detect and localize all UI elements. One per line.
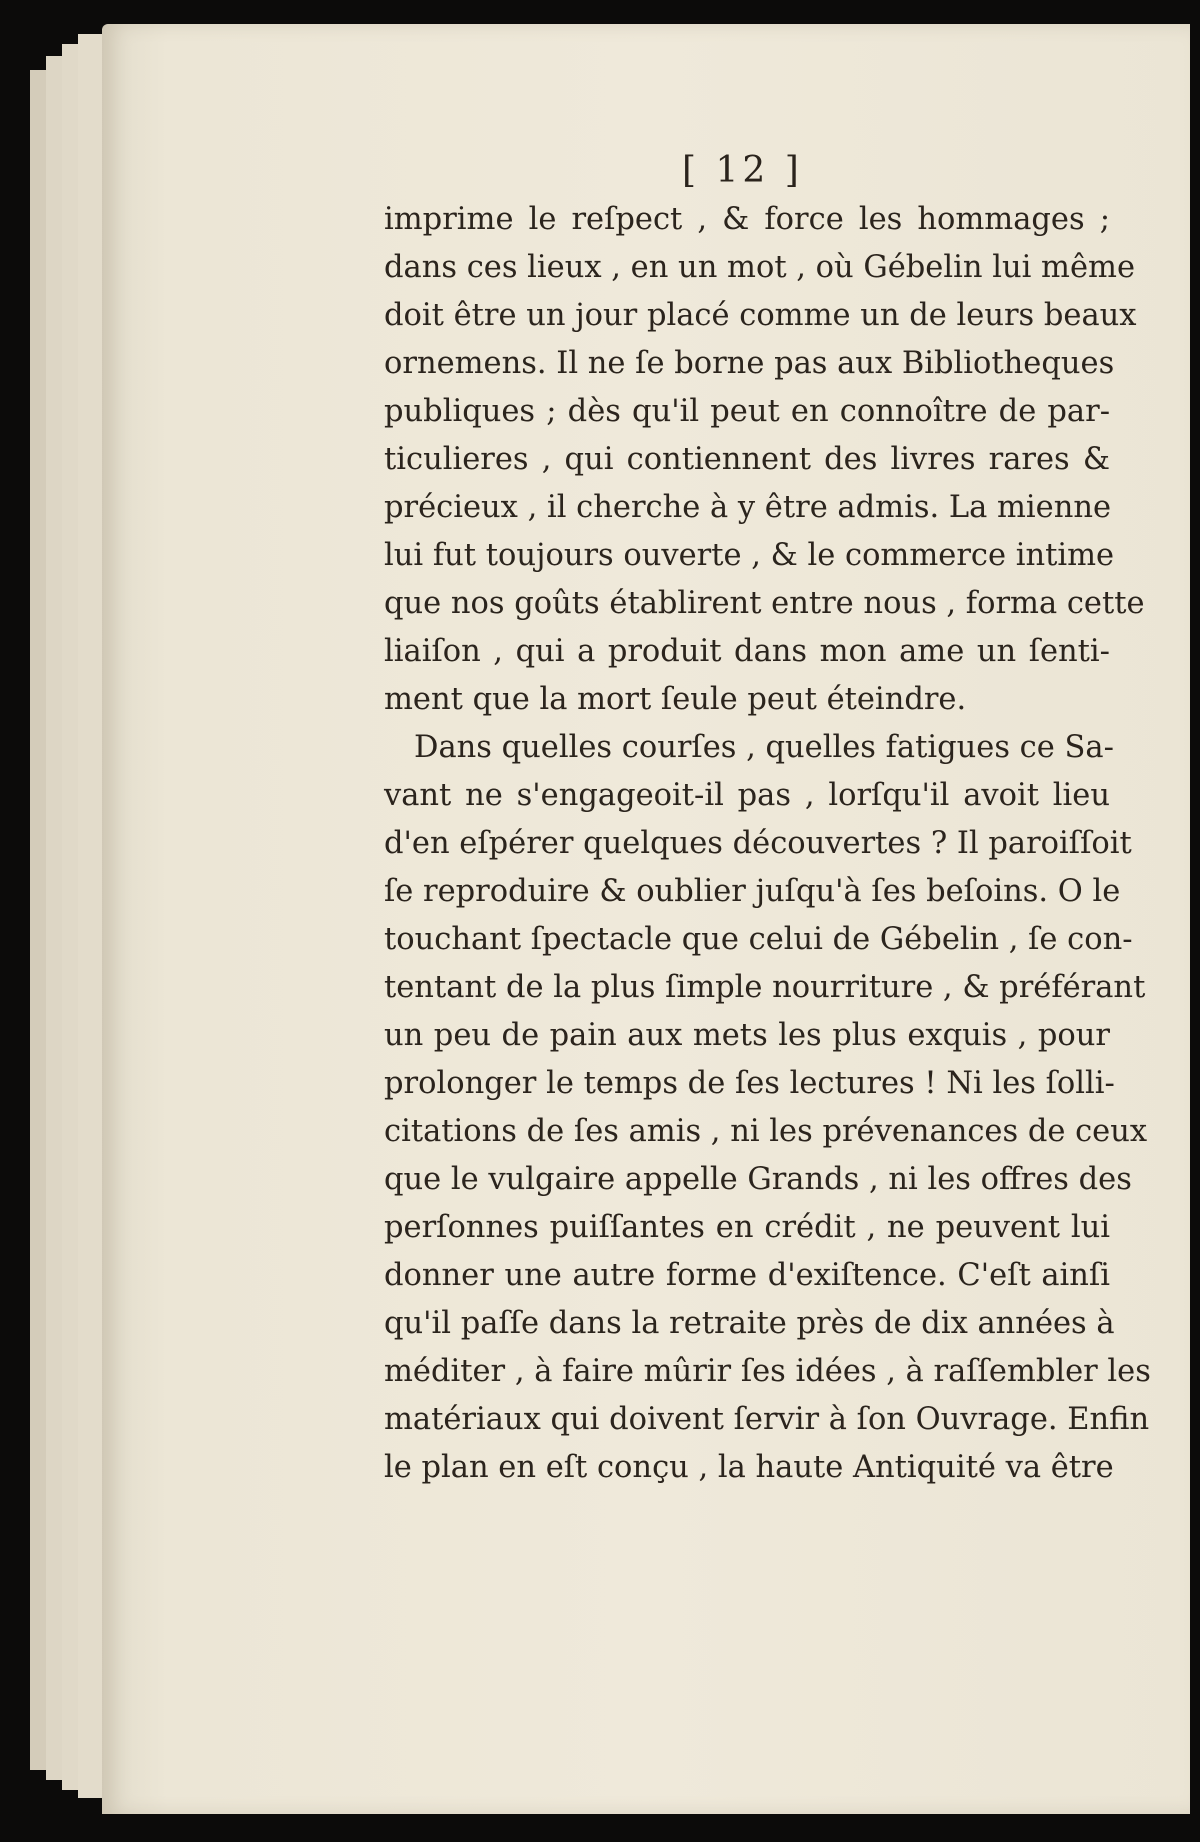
text-line: lui fut toujours ouverte , & le commerce intime (384, 538, 1115, 573)
text-line: imprime le reſpect , & force les hommages ; (384, 202, 1110, 237)
text-line: publiques ; dès qu'il peut en connoître de par- (384, 394, 1110, 429)
text-line: donner une autre forme d'exiſtence. C'eſt ainſi (384, 1258, 1110, 1293)
text-line: que le vulgaire appelle Grands , ni les offres des (384, 1162, 1132, 1197)
text-line: d'en eſpérer quelques découvertes ? Il paroiſſoit (384, 826, 1132, 861)
text-line: doit être un jour placé comme un de leurs beaux (384, 298, 1137, 333)
text-line: précieux , il cherche à y être admis. La mienne (384, 490, 1112, 525)
page-number: [ 12 ] (682, 150, 803, 191)
text-line: dans ces lieux , en un mot , où Gébelin lui même (384, 250, 1135, 285)
text-line: ment que la mort ſeule peut éteindre. (384, 682, 967, 717)
text-line: tentant de la plus ſimple nourriture , & préférant (384, 970, 1146, 1005)
text-line: vant ne s'engageoit-il pas , lorſqu'il avoit lieu (384, 778, 1110, 813)
text-line: ornemens. Il ne ſe borne pas aux Bibliotheques (384, 346, 1115, 381)
text-line: touchant ſpectacle que celui de Gébelin , ſe con- (384, 922, 1133, 957)
body-text (384, 196, 1151, 1492)
text-line: ſe reproduire & oublier juſqu'à ſes beſoins. O le (384, 874, 1121, 909)
text-line: Dans quelles courſes , quelles fatigues ce Sa- (414, 730, 1114, 765)
text-line: perſonnes puiſſantes en crédit , ne peuvent lui (384, 1210, 1110, 1245)
text-line: le plan en eſt conçu , la haute Antiquité va être (384, 1450, 1114, 1485)
text-line: un peu de pain aux mets les plus exquis , pour (384, 1018, 1110, 1053)
text-line: ticulieres , qui contiennent des livres rares & (384, 442, 1110, 477)
text-line: liaiſon , qui a produit dans mon ame un ſenti- (384, 634, 1110, 669)
text-line: matériaux qui doivent ſervir à ſon Ouvrage. Enfin (384, 1402, 1150, 1437)
text-line: que nos goûts établirent entre nous , forma cette (384, 586, 1145, 621)
text-line: qu'il paſſe dans la retraite près de dix années à (384, 1306, 1115, 1341)
text-line: prolonger le temps de ſes lectures ! Ni les ſolli- (384, 1066, 1115, 1101)
text-line: méditer , à faire mûrir ſes idées , à raſſembler les (384, 1354, 1151, 1389)
text-line: citations de ſes amis , ni les prévenances de ceux (384, 1114, 1148, 1149)
